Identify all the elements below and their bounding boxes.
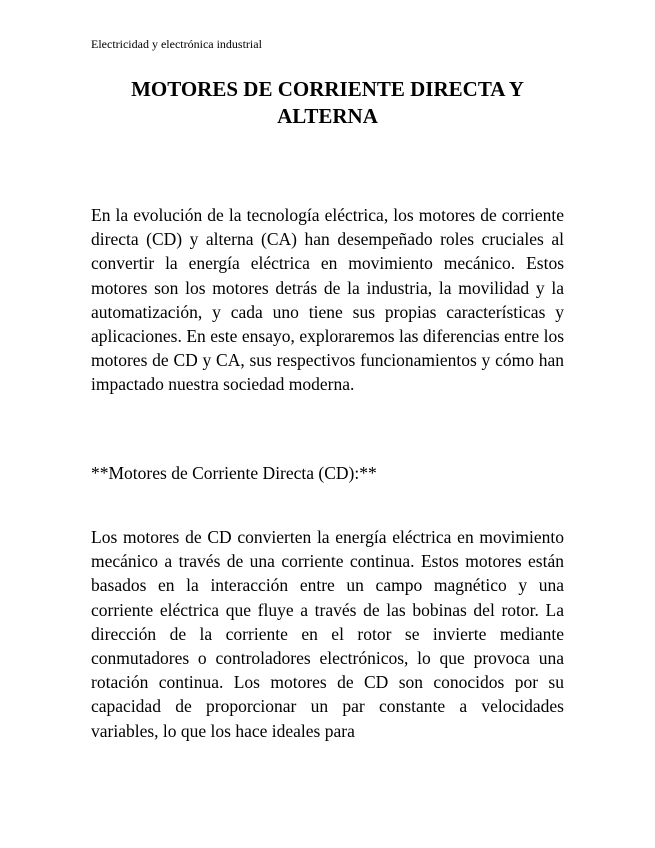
section-paragraph: Los motores de CD convierten la energía eléctrica en movimiento mecánico a través de una corriente continua. Estos motores están basados en la interacción entre un campo magnético y una corriente eléctrica que fluye a través de las bobinas del rotor. La dirección de la corriente en el rotor se invierte mediante conmutadores o controladores electrónicos, lo que provoca una rotación continua. Los motores de CD son conocidos por su capacidad de proporcionar un par constante a velocidades variables, lo que los hace ideales para bbox=[91, 527, 564, 741]
running-header: Electricidad y electrónica industrial bbox=[91, 37, 262, 51]
intro-paragraph: En la evolución de la tecnología eléctrica, los motores de corriente directa (CD) y alterna (CA) han desempeñado roles cruciales al convertir la energía eléctrica en movimiento mecánico. Estos motores son los motores detrás de la industria, la movilidad y la automatización, y cada uno tiene sus propias características y aplicaciones. En este ensayo, exploraremos las diferencias entre los motores de CD y CA, sus respectivos funcionamientos y cómo han impactado nuestra sociedad moderna. bbox=[91, 205, 564, 395]
document-title: MOTORES DE CORRIENTE DIRECTA Y ALTERNA bbox=[131, 77, 524, 128]
section-heading: **Motores de Corriente Directa (CD):** bbox=[91, 463, 377, 483]
